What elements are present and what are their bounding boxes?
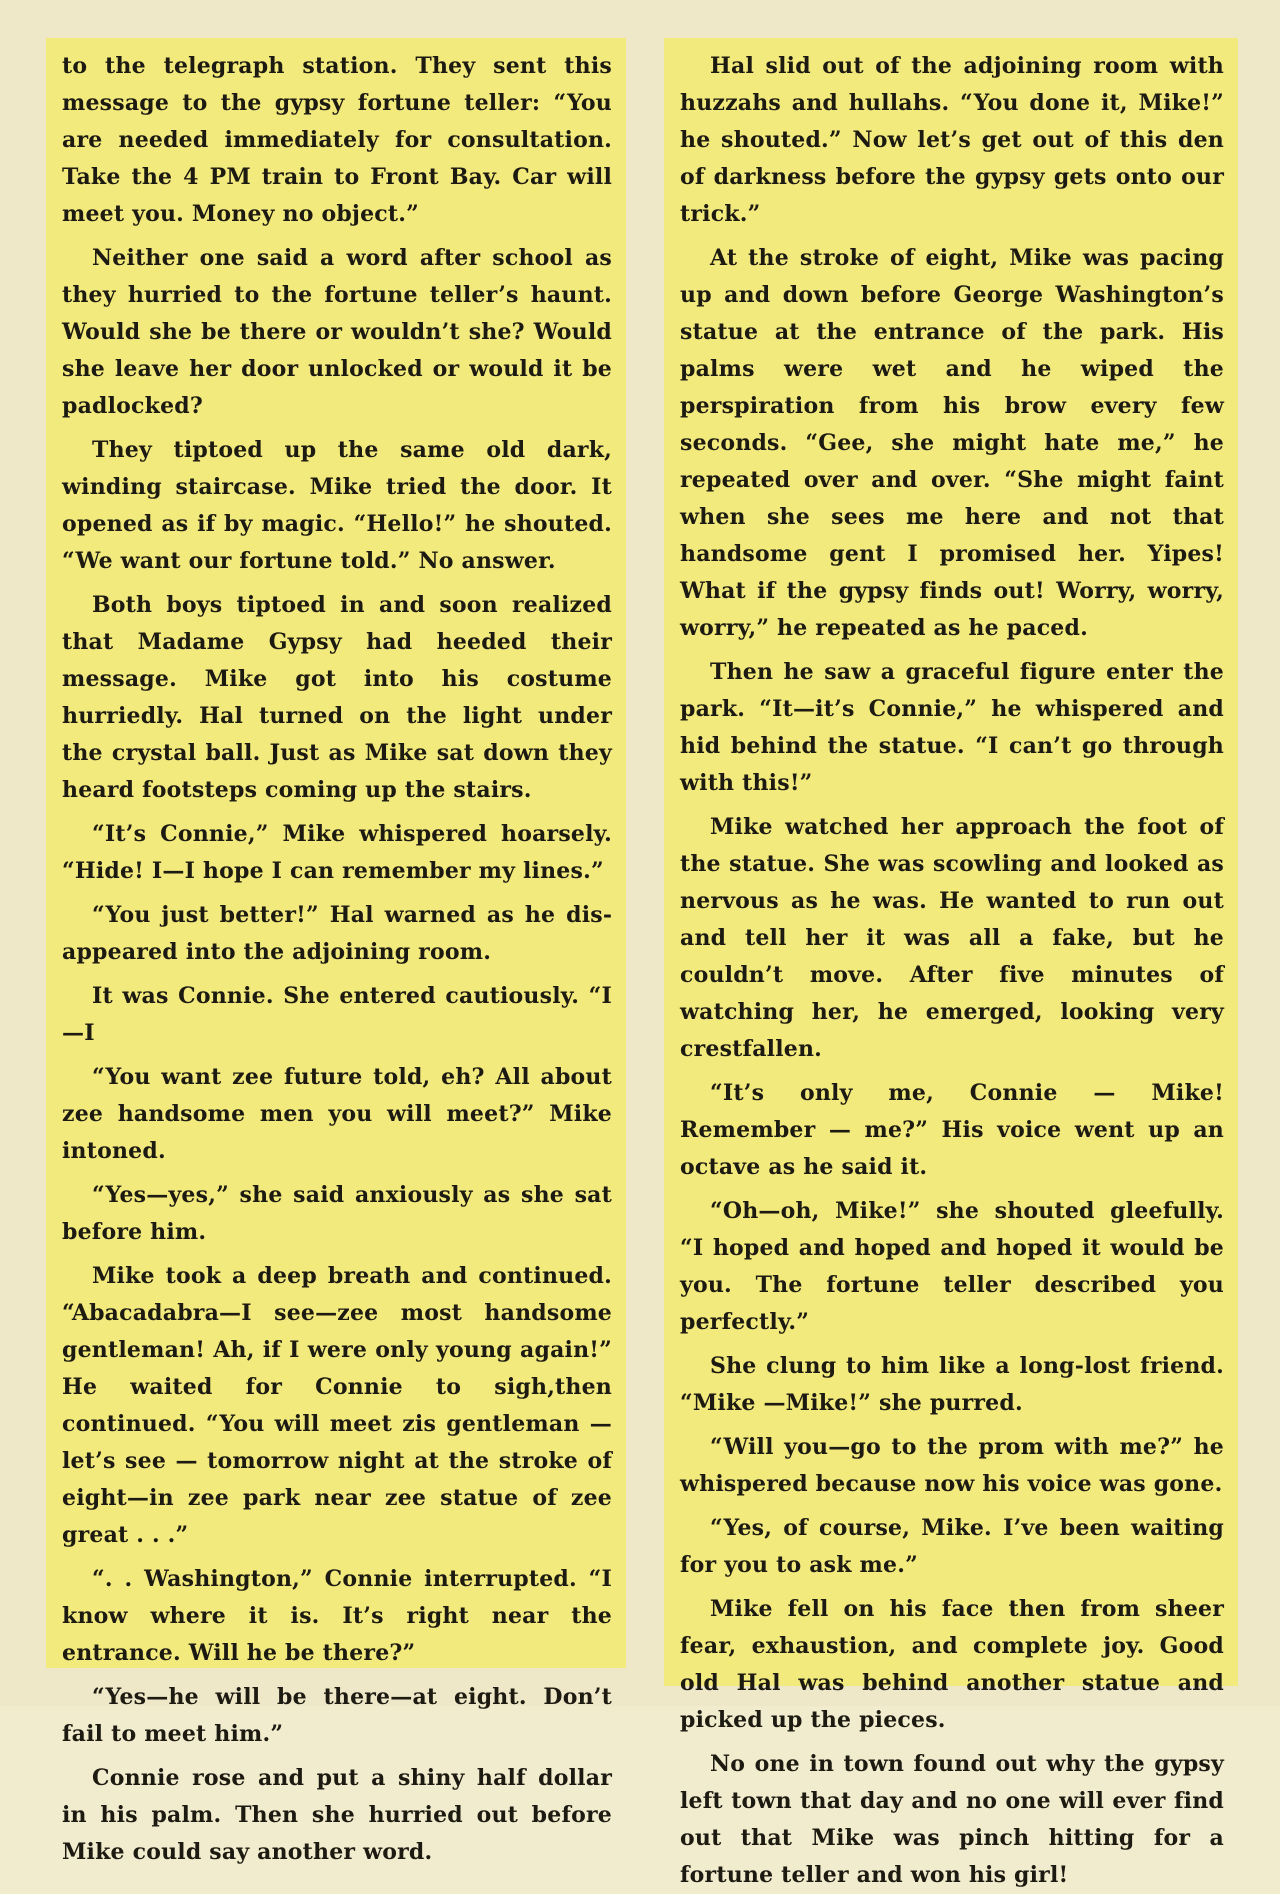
paragraph: No one in town found out why the gypsy left town that day and no one will ever find out that Mike was pinch hitting for a fortune teller and won his girl! [680, 1751, 1224, 1888]
paragraph: Mike took a deep breath and continued. “Abacadabra—I see—zee most handsome gentleman! Ah, if I were only young again!” He waited for Connie to sigh,then continued. “You will meet zis gentleman — let’s see — tomorrow night at the stroke of eight—in zee park near zee statue of zee great . . .” [62, 1263, 612, 1548]
paragraph: Mike watched her approach the foot of the statue. She was scowling and looked as nervous as he was. He wanted to run out and tell her it was all a fake, but he couldn’t move. After five minutes of watching her, he emerged, looking very crestfallen. [680, 814, 1224, 1062]
paragraph: She clung to him like a long-lost friend. “Mike —Mike!” she purred. [680, 1353, 1224, 1416]
paragraph: “You just better!” Hal warned as he disappeared into the adjoining room. [62, 902, 612, 965]
paragraph: to the telegraph station. They sent this message to the gypsy fortune teller: “You are needed immediately for consultation. Take the 4 PM train to Front Bay. Car will meet you. Money no object.” [62, 53, 612, 227]
paragraph: Neither one said a word after school as they hurried to the fortune teller’s haunt. Would she be there or wouldn’t she? Would she leave her door unlocked or would it be padlocked? [62, 245, 612, 419]
paragraph: Then he saw a graceful figure enter the park. “It—it’s Connie,” he whispered and hid behind the statue. “I can’t go through with this!” [680, 659, 1224, 796]
paragraph: “It’s Connie,” Mike whispered hoarsely. “Hide! I—I hope I can remember my lines.” [62, 821, 612, 884]
paragraph: “Oh—oh, Mike!” she shouted gleefully. “I hoped and hoped and hoped it would be you. The fortune teller described you perfectly.” [680, 1198, 1224, 1335]
paragraph: At the stroke of eight, Mike was pacing up and down before George Washington’s statue at the entrance of the park. His palms were wet and he wiped the perspiration from his brow every few seconds. “Gee, she might hate me,” he repeated over and over. “She might faint when she sees me here and not that handsome gent I promised her. Yipes! What if the gypsy finds out! Worry, worry, worry,” he repeated as he paced. [680, 245, 1224, 641]
paragraph: Mike fell on his face then from sheer fear, exhaustion, and complete joy. Good old Hal was behind another statue and picked up the pieces. [680, 1596, 1224, 1733]
left-text-column [46, 38, 626, 1865]
paragraph: “Yes—he will be there—at eight. Don’t fail to meet him.” [62, 1684, 612, 1747]
paragraph: Both boys tiptoed in and soon realized that Madame Gypsy had heeded their message. Mike got into his costume hurriedly. Hal turned on the light under the crystal ball. Just as Mike sat down they heard footsteps coming up the stairs. [62, 592, 612, 803]
paragraph: “Yes—yes,” she said anxiously as she sat before him. [62, 1182, 612, 1245]
paragraph: They tiptoed up the same old dark, winding staircase. Mike tried the door. It opened as if by magic. “Hello!” he shouted. “We want our fortune told.” No answer. [62, 437, 612, 574]
paragraph: It was Connie. She entered cautiously. “I—I [62, 983, 612, 1046]
paragraph: “. . Washington,” Connie interrupted. “I know where it is. It’s right near the entrance. Will he be there?” [62, 1566, 612, 1666]
right-text-column [664, 38, 1238, 1888]
paragraph: “Yes, of course, Mike. I’ve been waiting for you to ask me.” [680, 1515, 1224, 1578]
paragraph: Hal slid out of the adjoining room with huzzahs and hullahs. “You done it, Mike!” he shouted.” Now let’s get out of this den of darkness before the gypsy gets onto our trick.” [680, 53, 1224, 227]
paragraph: “Will you—go to the prom with me?” he whispered because now his voice was gone. [680, 1434, 1224, 1497]
paragraph: “You want zee future told, eh? All about zee handsome men you will meet?” Mike intoned. [62, 1064, 612, 1164]
paragraph: Connie rose and put a shiny half dollar in his palm. Then she hurried out before Mike could say another word. [62, 1765, 612, 1865]
paragraph: “It’s only me, Connie — Mike! Remember — me?” His voice went up an octave as he said it. [680, 1080, 1224, 1180]
